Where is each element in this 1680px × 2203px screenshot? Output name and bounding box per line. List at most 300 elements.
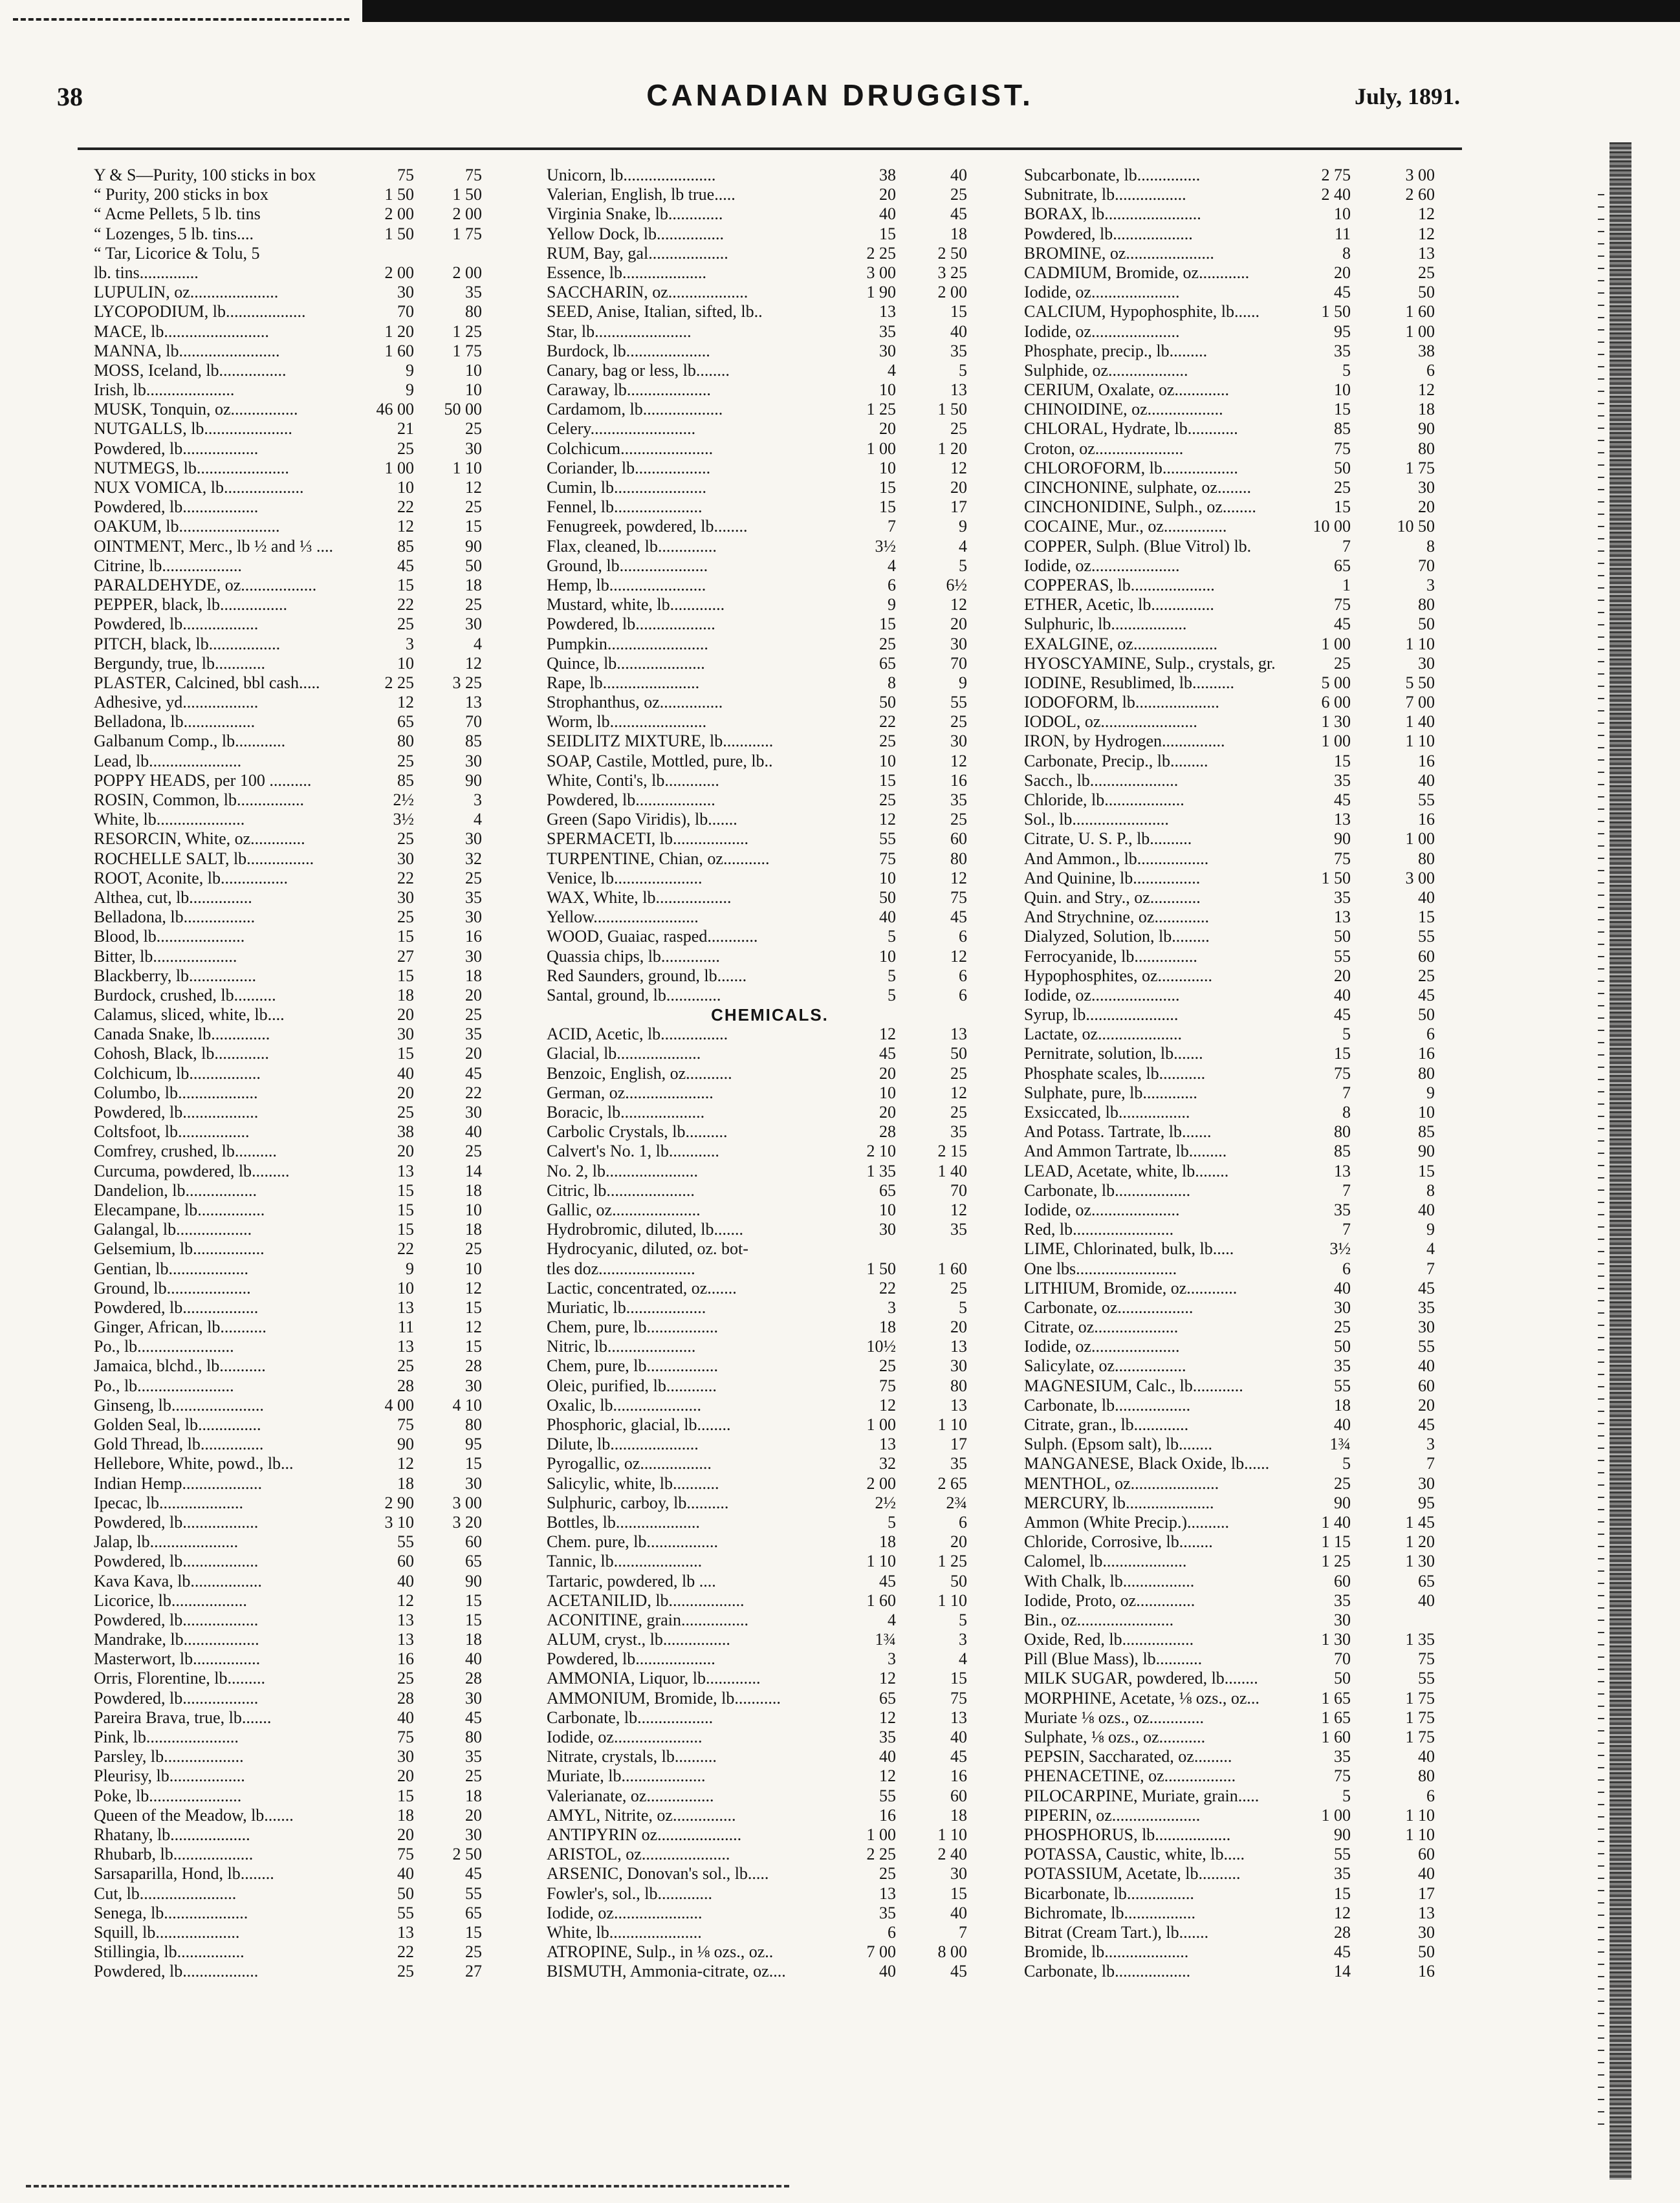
price-row: [94, 947, 482, 966]
item-name: Ginger, African, lb...........: [94, 1318, 267, 1337]
item-name: Sol., lb.......................: [1024, 810, 1169, 829]
price-row: [94, 556, 482, 576]
price-column-2: [547, 166, 993, 1981]
price-low: 15: [397, 1044, 414, 1063]
price-low: 75: [397, 1415, 414, 1434]
price-high: 80: [1418, 439, 1435, 458]
price-high: 12: [1418, 204, 1435, 224]
item-name: ACETANILID, lb..................: [547, 1590, 745, 1610]
price-row: [1024, 1845, 1464, 1864]
price-row: [94, 1337, 482, 1356]
item-name: Hellebore, White, powd., lb...: [94, 1454, 294, 1473]
price-low: 40: [879, 204, 896, 224]
price-high: 30: [1418, 1473, 1435, 1493]
price-row: [1024, 1611, 1464, 1630]
price-low: 40: [1334, 985, 1351, 1004]
price-low: 25: [879, 732, 896, 751]
price-low: 40: [397, 1571, 414, 1590]
item-name: Chloride, lb...................: [1024, 790, 1184, 809]
item-name: Comfrey, crushed, lb..........: [94, 1142, 277, 1161]
issue-date: July, 1891.: [1354, 83, 1460, 109]
item-name: Rhatany, lb...................: [94, 1825, 250, 1844]
price-row: [1024, 1220, 1464, 1239]
price-low: 65: [879, 1180, 896, 1200]
price-low: 25: [879, 1356, 896, 1376]
price-high: 2 00: [452, 204, 482, 224]
top-dashed-rule: [13, 18, 349, 25]
item-name: Iodide, oz.....................: [1024, 1337, 1180, 1356]
price-low: 90: [1334, 1825, 1351, 1844]
price-high: 70: [465, 712, 482, 732]
item-name: “ Lozenges, 5 lb. tins....: [94, 224, 254, 243]
price-high: 10: [465, 380, 482, 400]
price-low: 1 20: [384, 321, 414, 341]
price-row: [547, 1728, 993, 1747]
price-high: 20: [950, 478, 967, 497]
price-low: 35: [879, 1903, 896, 1922]
item-name: Carbolic Crystals, lb..........: [547, 1122, 728, 1142]
item-name: Orris, Florentine, lb.........: [94, 1669, 266, 1688]
price-low: 50: [1334, 927, 1351, 946]
price-low: 2 00: [384, 263, 414, 282]
price-row: [547, 1493, 993, 1513]
price-row: [547, 342, 993, 361]
price-row: [547, 283, 993, 302]
price-low: 45: [1334, 1942, 1351, 1962]
price-high: 9: [1426, 1220, 1435, 1239]
price-row: [1024, 1572, 1464, 1591]
price-row: [1024, 1708, 1464, 1728]
price-high: 70: [1418, 556, 1435, 575]
item-name: Hydrobromic, diluted, lb.......: [547, 1220, 744, 1239]
price-row: [1024, 947, 1464, 966]
price-low: 9: [406, 1259, 414, 1278]
price-low: 7: [1342, 1083, 1351, 1102]
item-name: Powdered, lb..................: [94, 1552, 259, 1571]
price-high: 12: [950, 868, 967, 887]
price-low: 10: [879, 1200, 896, 1219]
price-row: [94, 732, 482, 751]
price-row: [94, 635, 482, 654]
item-name: Yellow Dock, lb................: [547, 224, 724, 243]
item-name: Gallic, oz.....................: [547, 1200, 701, 1219]
price-low: 10: [397, 1278, 414, 1297]
price-low: 65: [1334, 556, 1351, 575]
price-high: 55: [1418, 790, 1435, 809]
price-high: 18: [465, 1220, 482, 1239]
item-name: PITCH, black, lb.................: [94, 634, 281, 653]
price-low: 2 25: [866, 243, 896, 263]
price-low: 20: [1334, 263, 1351, 282]
price-low: 3½: [393, 810, 414, 829]
item-name: ALUM, cryst., lb................: [547, 1630, 730, 1649]
price-row: [94, 1962, 482, 1981]
price-low: 7: [888, 517, 896, 536]
price-row: [547, 166, 993, 185]
price-high: 90: [465, 770, 482, 790]
item-name: Benzoic, English, oz...........: [547, 1063, 732, 1083]
item-name: Cardamom, lb...................: [547, 400, 723, 419]
price-row: [1024, 1239, 1464, 1259]
item-name: Celery.........................: [547, 419, 696, 439]
price-low: 20: [397, 1142, 414, 1161]
price-row: [547, 400, 993, 419]
item-name: tles doz.......................: [547, 1259, 695, 1278]
price-low: 50: [879, 887, 896, 907]
price-row: [547, 1649, 993, 1669]
price-low: 45: [879, 1044, 896, 1063]
item-name: Nitric, lb.....................: [547, 1337, 696, 1356]
price-row: [1024, 888, 1464, 907]
price-high: 35: [465, 1747, 482, 1766]
price-high: 5: [959, 1610, 967, 1629]
price-row: [1024, 614, 1464, 634]
price-high: 75: [950, 1688, 967, 1708]
price-high: 3: [1426, 1435, 1435, 1454]
price-low: 25: [397, 1103, 414, 1122]
price-row: [547, 204, 993, 224]
item-name: Canary, bag or less, lb........: [547, 360, 730, 380]
price-high: 35: [950, 1220, 967, 1239]
price-high: 10: [465, 360, 482, 380]
price-low: 30: [397, 1747, 414, 1766]
item-name: Ground, lb.....................: [547, 556, 708, 575]
price-row: [547, 810, 993, 829]
price-high: 16: [465, 927, 482, 946]
price-high: 50: [1418, 1942, 1435, 1962]
price-low: 13: [397, 1161, 414, 1180]
price-high: 6: [1426, 360, 1435, 380]
item-name: Subcarbonate, lb...............: [1024, 166, 1201, 184]
price-high: 55: [1418, 1337, 1435, 1356]
price-high: 70: [950, 1180, 967, 1200]
price-high: 15: [465, 1922, 482, 1942]
price-high: 30: [465, 907, 482, 927]
price-low: 4: [888, 556, 896, 575]
item-name: Valerianate, oz................: [547, 1786, 714, 1805]
price-high: 4: [474, 810, 482, 829]
price-high: 27: [465, 1962, 482, 1981]
price-high: 13: [1418, 243, 1435, 263]
price-low: 12: [1334, 1903, 1351, 1922]
price-low: 1 25: [866, 400, 896, 419]
price-low: 80: [1334, 1122, 1351, 1142]
price-row: [547, 1904, 993, 1923]
price-low: 55: [879, 1786, 896, 1805]
item-name: Y & S—Purity, 100 sticks in box: [94, 166, 316, 184]
price-row: [547, 1025, 993, 1044]
price-low: 20: [397, 1825, 414, 1844]
item-name: Sulphuric, carboy, lb..........: [547, 1493, 729, 1512]
price-high: 25: [950, 185, 967, 204]
price-high: 85: [1418, 1122, 1435, 1142]
price-high: 25: [1418, 263, 1435, 282]
item-name: Pill (Blue Mass), lb...........: [1024, 1649, 1203, 1669]
price-low: 45: [397, 556, 414, 575]
price-low: 1 65: [1321, 1688, 1351, 1708]
price-low: 12: [879, 1708, 896, 1727]
price-row: [547, 1806, 993, 1825]
price-high: 35: [465, 283, 482, 302]
item-name: Iodide, oz.....................: [1024, 321, 1180, 341]
price-low: 40: [397, 1864, 414, 1883]
price-low: 65: [879, 653, 896, 673]
price-high: 25: [950, 1103, 967, 1122]
price-high: 7 00: [1405, 693, 1435, 712]
price-row: [547, 1689, 993, 1708]
item-name: Exsiccated, lb.................: [1024, 1103, 1190, 1122]
price-high: 40: [1418, 887, 1435, 907]
price-low: 35: [1334, 1356, 1351, 1376]
item-name: NUTGALLS, lb.....................: [94, 419, 292, 439]
price-high: 20: [465, 1044, 482, 1063]
price-row: [94, 478, 482, 497]
item-name: Citric, lb.....................: [547, 1180, 695, 1200]
price-high: 20: [1418, 497, 1435, 517]
price-row: [1024, 1552, 1464, 1571]
item-name: Powdered, lb..................: [94, 1297, 259, 1317]
item-name: Syrup, lb......................: [1024, 1005, 1179, 1025]
price-low: 40: [397, 1708, 414, 1727]
item-name: Muriatic, lb...................: [547, 1297, 706, 1317]
price-low: 1 50: [1321, 868, 1351, 887]
price-low: 30: [879, 341, 896, 360]
price-low: 12: [879, 1766, 896, 1786]
price-high: 80: [1418, 1766, 1435, 1786]
item-name: Tannic, lb.....................: [547, 1552, 703, 1571]
item-name: Bitrat (Cream Tart.), lb.......: [1024, 1922, 1209, 1942]
price-row: [1024, 1005, 1464, 1025]
price-row: [94, 986, 482, 1005]
price-low: 25: [1334, 1318, 1351, 1337]
item-name: Coltsfoot, lb.................: [94, 1122, 250, 1142]
item-name: Gold Thread, lb...............: [94, 1435, 264, 1454]
price-row: [1024, 1689, 1464, 1708]
item-name: CADMIUM, Bromide, oz............: [1024, 263, 1250, 282]
price-low: 20: [397, 1083, 414, 1102]
price-low: 38: [397, 1122, 414, 1142]
price-high: 80: [1418, 849, 1435, 868]
item-name: LUPULIN, oz.....................: [94, 283, 279, 302]
price-low: 22: [397, 1239, 414, 1259]
price-high: 18: [950, 1805, 967, 1825]
price-row: [1024, 1376, 1464, 1396]
price-row: [1024, 712, 1464, 732]
price-low: 4: [888, 1610, 896, 1629]
price-row: [94, 595, 482, 614]
price-high: 45: [465, 1708, 482, 1727]
price-high: 1 40: [937, 1161, 967, 1180]
item-name: IODOL, oz.......................: [1024, 712, 1197, 732]
price-low: 25: [1334, 478, 1351, 497]
price-row: [94, 1552, 482, 1571]
item-name: Pernitrate, solution, lb.......: [1024, 1044, 1203, 1063]
price-high: 13: [1418, 1903, 1435, 1922]
price-low: 10: [1334, 380, 1351, 400]
item-name: HYOSCYAMINE, Sulp., crystals, gr.: [1024, 653, 1276, 673]
price-high: 30: [1418, 478, 1435, 497]
price-row: [1024, 654, 1464, 673]
item-name: SOAP, Castile, Mottled, pure, lb..: [547, 751, 773, 770]
price-row: [547, 263, 993, 283]
price-high: 4: [1426, 1239, 1435, 1259]
price-low: 38: [879, 166, 896, 184]
price-high: 15: [465, 1454, 482, 1473]
price-low: 10: [879, 751, 896, 770]
price-high: 90: [465, 536, 482, 556]
price-low: 6: [888, 575, 896, 594]
price-low: 21: [397, 419, 414, 439]
price-low: 15: [397, 927, 414, 946]
price-low: 27: [397, 946, 414, 966]
price-high: 9: [1426, 1083, 1435, 1102]
price-row: [1024, 810, 1464, 829]
price-low: 22: [397, 497, 414, 517]
price-high: 55: [1418, 1669, 1435, 1688]
price-high: 20: [950, 1318, 967, 1337]
price-high: 45: [950, 907, 967, 927]
item-name: CERIUM, Oxalate, oz.............: [1024, 380, 1230, 400]
price-row: [547, 986, 993, 1005]
item-name: Pink, lb......................: [94, 1728, 239, 1746]
price-row: [94, 673, 482, 693]
price-low: 35: [879, 1728, 896, 1746]
item-name: Powdered, lb..................: [94, 1103, 259, 1122]
price-row: [547, 1962, 993, 1981]
price-low: 8: [888, 673, 896, 692]
item-name: CALCIUM, Hypophosphite, lb......: [1024, 302, 1260, 321]
price-low: 10½: [866, 1337, 896, 1356]
item-name: EXALGINE, oz....................: [1024, 634, 1217, 653]
price-row: [1024, 1435, 1464, 1454]
item-name: Mandrake, lb..................: [94, 1630, 259, 1649]
price-row: [94, 869, 482, 888]
price-high: 12: [1418, 380, 1435, 400]
price-low: 50: [879, 693, 896, 712]
price-low: 5: [1342, 1454, 1351, 1473]
price-high: 28: [465, 1669, 482, 1688]
price-high: 25: [950, 810, 967, 829]
price-low: 15: [1334, 1883, 1351, 1903]
price-row: [547, 888, 993, 907]
price-high: 12: [950, 1200, 967, 1219]
price-row: [547, 849, 993, 869]
item-name: Carbonate, oz..................: [1024, 1297, 1194, 1317]
item-name: And Ammon., lb.................: [1024, 849, 1209, 868]
price-high: 15: [465, 1610, 482, 1629]
price-high: 6: [959, 1512, 967, 1532]
item-name: SEED, Anise, Italian, sifted, lb..: [547, 302, 763, 321]
price-row: [94, 1630, 482, 1649]
price-high: 12: [465, 478, 482, 497]
price-high: 40: [950, 1903, 967, 1922]
price-row: [1024, 1669, 1464, 1688]
price-high: 1 50: [937, 400, 967, 419]
price-row: [547, 1103, 993, 1122]
price-low: 1 40: [1321, 1512, 1351, 1532]
price-high: 50: [950, 1044, 967, 1063]
item-name: POTASSIUM, Acetate, lb..........: [1024, 1864, 1241, 1883]
price-low: 35: [1334, 1200, 1351, 1219]
price-low: 7: [1342, 1220, 1351, 1239]
price-row: [547, 1923, 993, 1942]
price-row: [1024, 635, 1464, 654]
journal-title: CANADIAN DRUGGIST.: [646, 78, 1034, 112]
item-name: Quin. and Stry., oz............: [1024, 887, 1201, 907]
price-low: 28: [397, 1376, 414, 1395]
price-low: 85: [1334, 419, 1351, 439]
item-name: Dilute, lb.....................: [547, 1435, 699, 1454]
price-high: 3 20: [452, 1512, 482, 1532]
item-name: PIPERIN, oz.....................: [1024, 1805, 1201, 1825]
price-high: 40: [1418, 1356, 1435, 1376]
price-high: 17: [950, 1435, 967, 1454]
price-high: 3: [959, 1630, 967, 1649]
price-row: [547, 752, 993, 771]
price-row: [94, 1532, 482, 1552]
price-row: [94, 497, 482, 517]
price-high: 30: [950, 732, 967, 751]
price-low: 15: [397, 1180, 414, 1200]
price-row: [547, 1239, 993, 1259]
item-name: CHLOROFORM, lb..................: [1024, 458, 1238, 477]
price-high: 3 00: [452, 1493, 482, 1512]
price-high: 15: [1418, 1161, 1435, 1180]
price-low: 1 00: [866, 1415, 896, 1434]
item-name: Citrate, oz....................: [1024, 1318, 1179, 1337]
item-name: Canada Snake, lb..............: [94, 1025, 270, 1044]
price-row: [1024, 869, 1464, 888]
price-high: 60: [1418, 1845, 1435, 1864]
price-row: [547, 1591, 993, 1611]
price-low: 60: [397, 1552, 414, 1571]
price-row: [94, 576, 482, 595]
price-low: 2 25: [866, 1845, 896, 1864]
price-row: [547, 478, 993, 497]
top-edge-bar: [362, 0, 1680, 22]
price-high: 4: [474, 634, 482, 653]
price-high: 12: [465, 1318, 482, 1337]
item-name: ROSIN, Common, lb................: [94, 790, 305, 809]
item-name: PLASTER, Calcined, bbl cash.....: [94, 673, 320, 692]
item-name: Quassia chips, lb..............: [547, 946, 720, 966]
price-row: [547, 1786, 993, 1806]
item-name: COPPERAS, lb....................: [1024, 575, 1215, 594]
price-row: [94, 1025, 482, 1044]
price-row: [1024, 1649, 1464, 1669]
item-name: Green (Sapo Viridis), lb.......: [547, 810, 737, 829]
item-name: Essence, lb....................: [547, 263, 706, 282]
item-name: Sulphide, oz...................: [1024, 360, 1188, 380]
price-low: 35: [1334, 1864, 1351, 1883]
price-row: [547, 1435, 993, 1454]
price-high: 25: [1418, 966, 1435, 985]
price-low: 2 75: [1321, 166, 1351, 184]
item-name: Fenugreek, powdered, lb........: [547, 517, 748, 536]
price-row: [1024, 1923, 1464, 1942]
price-low: 6: [888, 1922, 896, 1942]
price-row: [94, 1669, 482, 1688]
price-row: [547, 635, 993, 654]
price-high: 6: [959, 966, 967, 985]
price-row: [1024, 224, 1464, 244]
price-low: 11: [397, 1318, 414, 1337]
price-low: 2½: [875, 1493, 896, 1512]
price-high: 40: [950, 1728, 967, 1746]
item-name: Galbanum Comp., lb............: [94, 732, 286, 751]
price-low: 70: [1334, 1649, 1351, 1669]
price-low: 1 35: [866, 1161, 896, 1180]
